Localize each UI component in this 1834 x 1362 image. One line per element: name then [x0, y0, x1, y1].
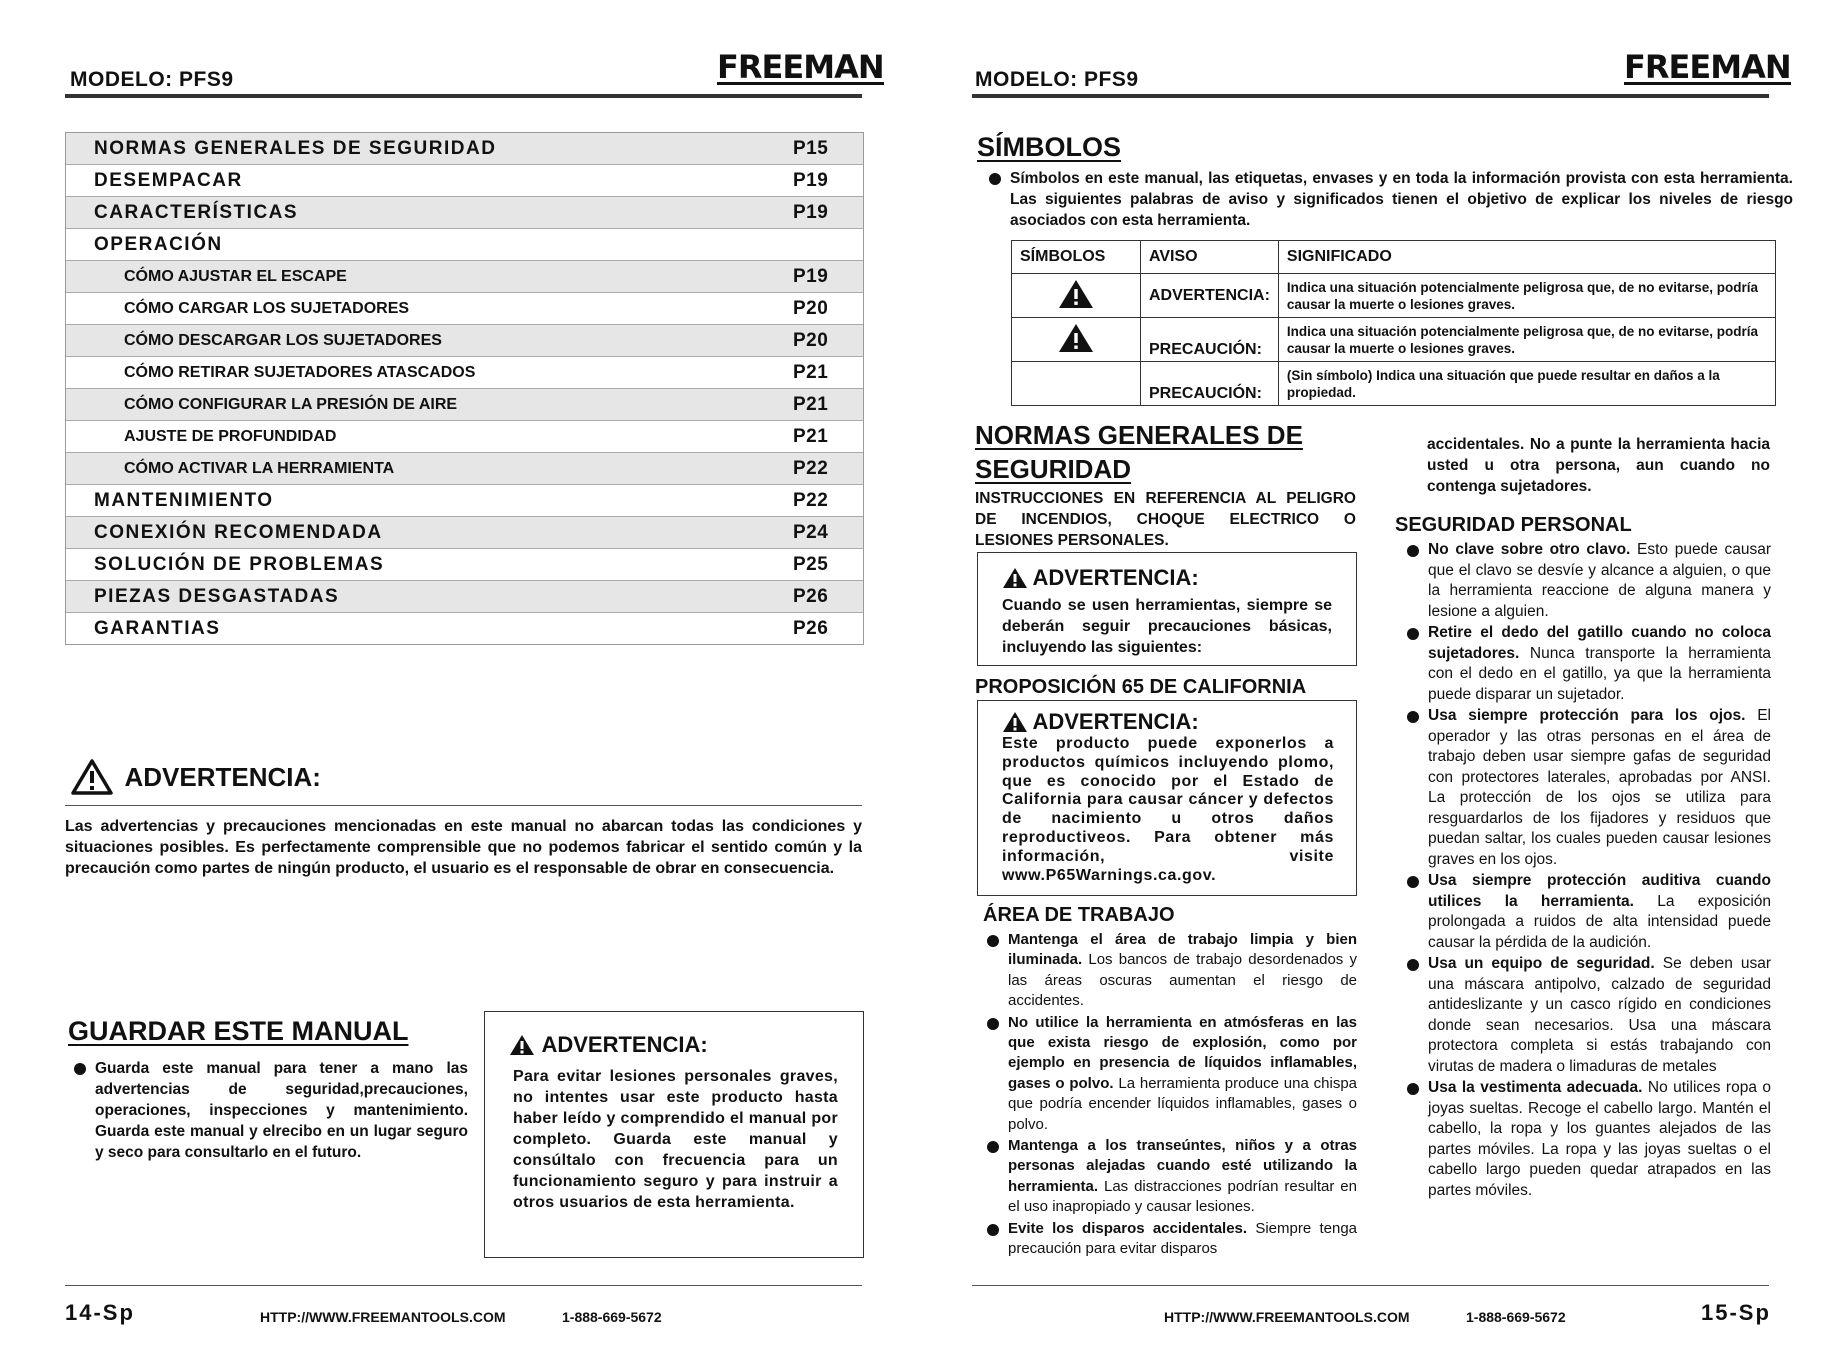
page-number: 14-Sp — [65, 1300, 135, 1325]
toc-row[interactable] — [66, 261, 863, 293]
list-item-text: Las distracciones podrían resultar en el uso inapropiado y causar lesiones. — [1008, 1177, 1357, 1216]
toc-row[interactable] — [66, 293, 863, 325]
toc-row[interactable] — [66, 325, 863, 357]
list-item-text: Se deben usar una máscara antipolvo, calzado de seguridad antideslizante y un casco rígido en condiciones donde sean necesarios. Usa una máscara protectora completa si estás trabajando con virutas de madera o limaduras de metales — [1428, 955, 1771, 1075]
list-item-lead: Usa la vestimenta adecuada. — [1428, 1079, 1643, 1096]
toc-row[interactable] — [66, 165, 863, 197]
aviso-cell: PRECAUCIÓN: — [1141, 318, 1279, 362]
warning-box-2 — [977, 700, 1357, 896]
list-item-lead: No utilice la herramienta en atmósferas en las que exista riesgo de explosión, como por ejemplo en presencia de líquidos inflamables, gases o polvo. — [1008, 1013, 1357, 1092]
normas-heading-line-1: NORMAS GENERALES DE — [975, 420, 1303, 450]
warning-icon — [70, 758, 114, 796]
toc-page: P26 — [793, 585, 829, 607]
toc-row[interactable] — [66, 197, 863, 229]
brand-logo: FREEMAN — [717, 48, 884, 86]
toc-title: CARACTERÍSTICAS — [94, 201, 299, 223]
warning-box-text: Para evitar lesiones personales graves, no intentes usar este producto hasta haber leído y comprendido el manual por completo. Guarda este manual y consúltalo con frecuencia para un funcionamiento seguro y para instruir a otros usuarios de esta herramienta. — [513, 1068, 838, 1211]
toc-title: OPERACIÓN — [94, 233, 223, 255]
brand-logo: FREEMAN — [1624, 48, 1791, 86]
toc-row[interactable] — [66, 613, 863, 644]
aviso-cell: PRECAUCIÓN: — [1141, 362, 1279, 406]
warning-box-heading: ADVERTENCIA: — [541, 1032, 708, 1057]
toc-row[interactable] — [66, 485, 863, 517]
area-heading: ÁREA DE TRABAJO — [983, 904, 1175, 926]
toc-title: CÓMO RETIRAR SUJETADORES ATASCADOS — [124, 363, 476, 381]
list-item — [1405, 540, 1771, 622]
warning-box-2-heading: ADVERTENCIA: — [1032, 709, 1199, 734]
warning-icon — [509, 1034, 535, 1056]
list-item-text: El operador y las otras personas en el área de trabajo deben usar siempre gafas de seguridad con protectores laterales, aprobadas por ANSI. La protección de los ojos se utiliza para resguardarlos de los fijadores y residuos que puedan saltar, los cuales pueden causar lesiones graves en los ojos. — [1428, 707, 1771, 868]
toc-row[interactable] — [66, 357, 863, 389]
toc-title: CÓMO AJUSTAR EL ESCAPE — [124, 267, 347, 285]
symbol-cell — [1012, 274, 1141, 318]
toc-title: DESEMPACAR — [94, 169, 243, 191]
toc-page: P21 — [793, 425, 829, 447]
list-item — [1405, 1078, 1771, 1201]
toc-row[interactable] — [66, 549, 863, 581]
footer-url[interactable]: HTTP://WWW.FREEMANTOOLS.COM — [1164, 1309, 1410, 1325]
model-label: MODELO: PFS9 — [975, 68, 1139, 91]
warning-box — [484, 1011, 864, 1258]
toc-page: P20 — [793, 297, 829, 319]
table-row — [1012, 274, 1776, 318]
toc-page: P19 — [793, 201, 829, 223]
normas-heading — [975, 418, 1355, 486]
toc-title: AJUSTE DE PROFUNDIDAD — [124, 427, 337, 445]
table-row — [1012, 362, 1776, 406]
list-item-text: Siempre tenga precaución para evitar disparos — [1008, 1219, 1358, 1258]
list-item-lead: Usa un equipo de seguridad. — [1428, 955, 1655, 972]
list-item-text: Nunca transporte la herramienta con el dedo en el gatillo, ya que la herramienta puede disparar un sujetador. — [1428, 644, 1771, 703]
footer-phone: 1-888-669-5672 — [562, 1309, 662, 1325]
footer-url[interactable]: HTTP://WWW.FREEMANTOOLS.COM — [260, 1309, 506, 1325]
toc-title: CONEXIÓN RECOMENDADA — [94, 521, 383, 543]
toc-row[interactable] — [66, 389, 863, 421]
toc-page: P24 — [793, 521, 829, 543]
toc-page: P22 — [793, 489, 829, 511]
list-item-lead: Mantenga el área de trabajo limpia y bien iluminada. — [1008, 931, 1357, 969]
toc-page: P22 — [793, 457, 829, 479]
warning-icon — [1002, 567, 1028, 589]
list-item — [1405, 871, 1771, 953]
table-header-significado: SIGNIFICADO — [1278, 241, 1775, 274]
list-item-text: Esto puede causar que el clavo se desvíe y alcance a alguien, o que la herramienta reaccione de alguna manera y lesione a alguien. — [1428, 541, 1771, 620]
model-label: MODELO: PFS9 — [70, 68, 234, 91]
toc-row[interactable] — [66, 133, 863, 165]
personal-bullet-list — [1405, 540, 1771, 1202]
toc-page: P21 — [793, 361, 829, 383]
toc-title: CÓMO CARGAR LOS SUJETADORES — [124, 299, 410, 317]
list-item — [1405, 623, 1771, 705]
list-item-lead: No clave sobre otro clavo. — [1428, 541, 1631, 558]
toc-page: P19 — [793, 265, 829, 287]
symbol-cell — [1012, 318, 1141, 362]
toc-row[interactable] — [66, 581, 863, 613]
significado-cell: (Sin símbolo) Indica una situación que puede resultar en daños a la propiedad. — [1278, 362, 1775, 406]
warning-text: Las advertencias y precauciones mencionadas en este manual no abarcan todas las condiciones y situaciones posibles. Es perfectamente comprensible que no podemos fabricar el sentido común y la precaución como partes de ningún producto, el usuario es el responsable de obrar en consecuencia. — [65, 818, 862, 877]
table-header-aviso: AVISO — [1141, 241, 1279, 274]
toc-title: CÓMO CONFIGURAR LA PRESIÓN DE AIRE — [124, 395, 458, 413]
toc-page: P20 — [793, 329, 829, 351]
save-manual-heading: GUARDAR ESTE MANUAL — [68, 1016, 409, 1046]
list-item — [1405, 706, 1771, 870]
header-rule — [65, 94, 862, 98]
significado-cell: Indica una situación potencialmente peligrosa que, de no evitarse, podría causar la muerte o lesiones graves. — [1278, 318, 1775, 362]
list-item-text: No utilices ropa o joyas sueltas. Recoge el cabello largo. Mantén el cabello, la ropa y los guantes alejados de las partes móviles. La ropa y las joyas sueltas o el cabello largo pueden quedar atrapados en las partes móviles. — [1428, 1079, 1772, 1199]
toc-page: P21 — [793, 393, 829, 415]
warning-box-1-text: Cuando se usen herramientas, siempre se deberán seguir precauciones básicas, incluyendo las siguientes: — [1002, 597, 1332, 656]
prop65-heading: PROPOSICIÓN 65 DE CALIFORNIA — [975, 676, 1307, 698]
aviso-cell: ADVERTENCIA: — [1141, 274, 1279, 318]
table-row — [1012, 318, 1776, 362]
symbols-table — [1011, 240, 1776, 406]
toc-title: CÓMO DESCARGAR LOS SUJETADORES — [124, 331, 442, 349]
significado-cell: Indica una situación potencialmente peligrosa que, de no evitarse, podría causar la muerte o lesiones graves. — [1278, 274, 1775, 318]
list-item-lead: Mantenga a los transeúntes, niños y a otras personas alejadas cuando esté utilizando la herramienta. — [1008, 1137, 1357, 1195]
toc-page: P15 — [793, 137, 829, 159]
warning-header — [70, 758, 321, 796]
list-item-lead: Retire el dedo del gatillo cuando no coloca sujetadores. — [1428, 624, 1771, 662]
toc-row[interactable] — [66, 517, 863, 549]
table-of-contents — [65, 132, 864, 645]
footer-rule — [972, 1285, 1769, 1286]
symbols-heading: SÍMBOLOS — [977, 132, 1122, 162]
list-item — [985, 930, 1357, 1012]
list-item — [985, 1013, 1357, 1135]
toc-title: NORMAS GENERALES DE SEGURIDAD — [94, 137, 497, 159]
toc-page: P19 — [793, 169, 829, 191]
continued-text: accidentales. No a punte la herramienta hacia usted u otra persona, aun cuando no contenga sujetadores. — [1427, 436, 1770, 495]
toc-title: MANTENIMIENTO — [94, 489, 274, 511]
page-number: 15-Sp — [1701, 1300, 1771, 1325]
toc-title: CÓMO ACTIVAR LA HERRAMIENTA — [124, 459, 395, 477]
footer-phone: 1-888-669-5672 — [1466, 1309, 1566, 1325]
toc-page: P26 — [793, 617, 829, 639]
footer-rule — [65, 1285, 862, 1286]
personal-heading: SEGURIDAD PERSONAL — [1395, 514, 1632, 536]
normas-heading-line-2: SEGURIDAD — [975, 454, 1132, 484]
warning-box-2-text: Este producto puede exponerlos a productos químicos incluyendo plomo, que es conocido por el Estado de California para causar cáncer y defectos de nacimiento u otros daños reproductiveos. Para obtener más información, visite www.P65Warnings.ca.gov. — [1002, 735, 1334, 884]
list-item-text: Los bancos de trabajo desordenados y las áreas oscuras aumentan el riesgo de accidentes. — [1008, 951, 1357, 1010]
list-item — [985, 1136, 1357, 1218]
toc-title: PIEZAS DESGASTADAS — [94, 585, 340, 607]
warning-box-1 — [977, 552, 1357, 666]
toc-row[interactable] — [66, 229, 863, 261]
toc-title: GARANTIAS — [94, 617, 221, 639]
list-item-lead: Usa siempre protección para los ojos. — [1428, 707, 1746, 724]
warning-triangle-icon — [1058, 279, 1094, 309]
table-header-symbols: SÍMBOLOS — [1012, 241, 1141, 274]
symbols-intro: Símbolos en este manual, las etiquetas, envases y en toda la información provista con esta herramienta. Las siguientes palabras de aviso y significados tienen el objetivo de explicar los niveles de riesgo asociados con esta herramienta. — [987, 168, 1793, 231]
list-item-lead: Evite los disparos accidentales. — [1008, 1219, 1248, 1237]
list-item-text: La exposición prolongada a ruidos de alta intensidad puede causar la pérdida de la audición. — [1428, 892, 1771, 951]
header-rule — [972, 94, 1769, 98]
toc-row[interactable] — [66, 421, 863, 453]
toc-page: P25 — [793, 553, 829, 575]
warning-box-1-heading: ADVERTENCIA: — [1032, 565, 1199, 590]
area-bullet-list — [985, 930, 1357, 1261]
list-item — [1405, 954, 1771, 1077]
warning-rule — [65, 805, 862, 806]
warning-triangle-icon — [1058, 323, 1094, 353]
toc-row[interactable] — [66, 453, 863, 485]
list-item-text: La herramienta produce una chispa que podría encender líquidos inflamables, gases o polvo. — [1008, 1074, 1357, 1133]
list-item-lead: Usa siempre protección auditiva cuando utilices la herramienta. — [1428, 872, 1771, 910]
toc-title: SOLUCIÓN DE PROBLEMAS — [94, 553, 385, 575]
normas-subheading: INSTRUCCIONES EN REFERENCIA AL PELIGRO DE INCENDIOS, CHOQUE ELECTRICO O LESIONES PERSONALES. — [975, 490, 1356, 549]
warning-heading: ADVERTENCIA: — [124, 761, 321, 792]
save-manual-bullet: Guarda este manual para tener a mano las advertencias de seguridad,precauciones, operaciones, inspecciones y mantenimiento. Guarda este manual y elrecibo en un lugar seguro y seco para consultarlo en el futuro. — [72, 1058, 468, 1163]
symbol-cell — [1012, 362, 1141, 406]
right-page — [917, 0, 1834, 1362]
list-item — [985, 1219, 1357, 1260]
warning-icon — [1002, 711, 1028, 733]
